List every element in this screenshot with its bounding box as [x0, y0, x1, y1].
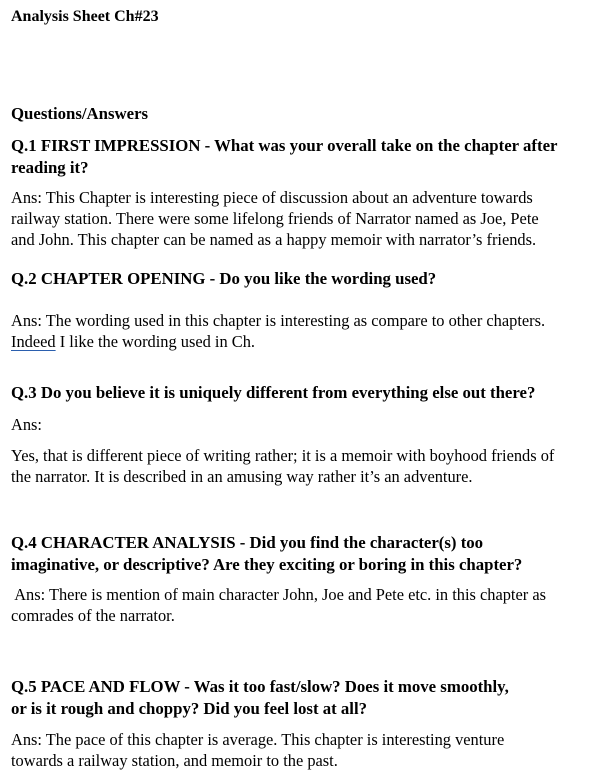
- question-4-line-1: Q.4 CHARACTER ANALYSIS - Did you find the character(s) too: [11, 533, 484, 552]
- answer-3-line-2: the narrator. It is described in an amusing way rather it’s an adventure.: [11, 467, 473, 486]
- question-2: Q.2 CHAPTER OPENING - Do you like the wording used?: [11, 269, 437, 288]
- answer-4-line-1: Ans: There is mention of main character John, Joe and Pete etc. in this chapter as: [11, 585, 546, 604]
- answer-1-line-2: railway station. There were some lifelong friends of Narrator named as Joe, Pete: [11, 209, 539, 228]
- question-1-line-1: Q.1 FIRST IMPRESSION - What was your overall take on the chapter after: [11, 136, 558, 155]
- question-1-line-2: reading it?: [11, 158, 89, 177]
- question-5-line-1: Q.5 PACE AND FLOW - Was it too fast/slow? Does it move smoothly,: [11, 677, 509, 696]
- document-title: Analysis Sheet Ch#23: [11, 8, 159, 25]
- answer-2-line-1: Ans: The wording used in this chapter is interesting as compare to other chapters.: [11, 311, 546, 330]
- answer-5-line-2: towards a railway station, and memoir to the past.: [11, 751, 338, 770]
- section-heading: Questions/Answers: [11, 104, 149, 123]
- answer-1-line-1: Ans: This Chapter is interesting piece of discussion about an adventure towards: [11, 188, 533, 207]
- answer-2-line-2: [11, 332, 255, 352]
- answer-1-line-3: and John. This chapter can be named as a happy memoir with narrator’s friends.: [11, 230, 537, 249]
- question-3: Q.3 Do you believe it is uniquely different from everything else out there?: [11, 383, 536, 402]
- question-4-line-2: imaginative, or descriptive? Are they exciting or boring in this chapter?: [11, 555, 523, 574]
- answer-2-line-2-rest: I like the wording used in Ch.: [55, 332, 256, 351]
- answer-3-label: Ans:: [11, 415, 42, 434]
- answer-3-line-1: Yes, that is different piece of writing rather; it is a memoir with boyhood friends of: [11, 446, 555, 465]
- answer-4-line-2: comrades of the narrator.: [11, 606, 175, 625]
- answer-5-line-1: Ans: The pace of this chapter is average. This chapter is interesting venture: [11, 730, 505, 749]
- spellcheck-underlined-word: Indeed: [11, 332, 56, 351]
- question-5-line-2: or is it rough and choppy? Did you feel lost at all?: [11, 699, 368, 718]
